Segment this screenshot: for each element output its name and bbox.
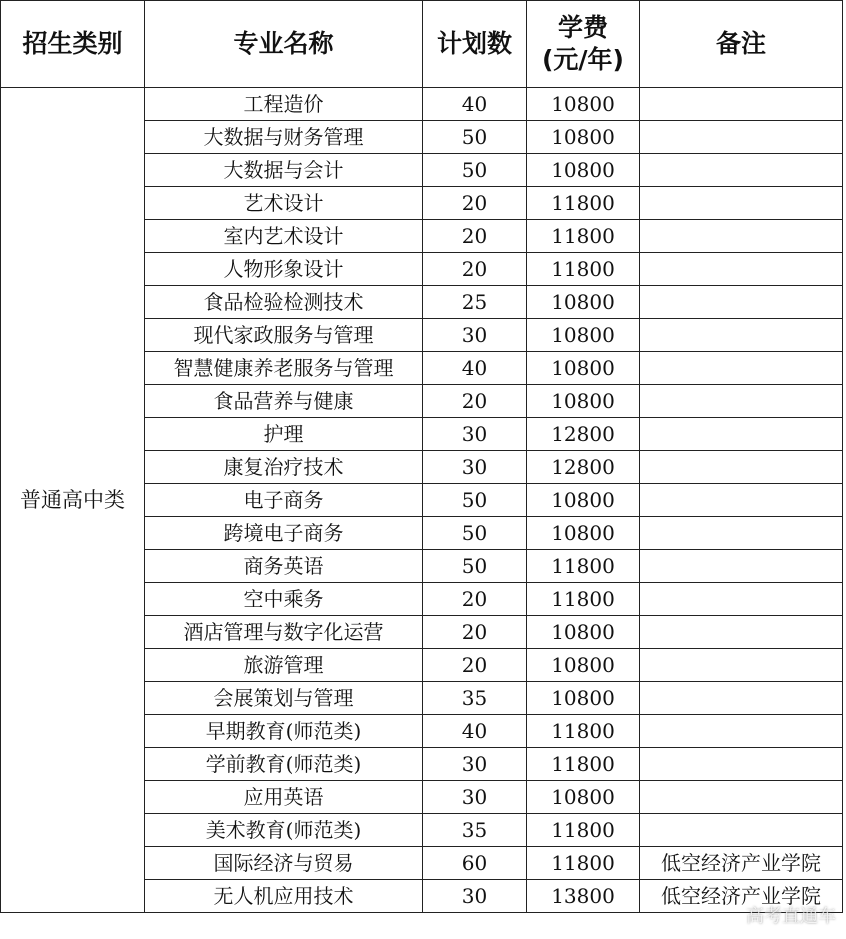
fee-cell: 11800 xyxy=(527,847,640,880)
header-major: 专业名称 xyxy=(145,1,423,88)
major-cell: 跨境电子商务 xyxy=(145,517,423,550)
note-cell xyxy=(640,154,843,187)
header-row xyxy=(1,1,843,88)
plan-cell: 60 xyxy=(423,847,527,880)
fee-cell: 12800 xyxy=(527,451,640,484)
major-cell: 学前教育(师范类) xyxy=(145,748,423,781)
major-cell: 无人机应用技术 xyxy=(145,880,423,913)
fee-cell: 10800 xyxy=(527,121,640,154)
fee-cell: 10800 xyxy=(527,88,640,121)
note-cell xyxy=(640,451,843,484)
major-cell: 会展策划与管理 xyxy=(145,682,423,715)
fee-cell: 11800 xyxy=(527,814,640,847)
major-cell: 食品检验检测技术 xyxy=(145,286,423,319)
fee-cell: 10800 xyxy=(527,319,640,352)
plan-cell: 20 xyxy=(423,187,527,220)
plan-cell: 30 xyxy=(423,451,527,484)
note-cell xyxy=(640,286,843,319)
note-cell xyxy=(640,781,843,814)
note-cell xyxy=(640,484,843,517)
fee-cell: 10800 xyxy=(527,352,640,385)
fee-cell: 12800 xyxy=(527,418,640,451)
plan-cell: 25 xyxy=(423,286,527,319)
note-cell xyxy=(640,319,843,352)
major-cell: 康复治疗技术 xyxy=(145,451,423,484)
fee-cell: 11800 xyxy=(527,583,640,616)
plan-cell: 30 xyxy=(423,319,527,352)
table-row xyxy=(1,88,843,121)
fee-cell: 10800 xyxy=(527,286,640,319)
note-cell xyxy=(640,616,843,649)
major-cell: 大数据与财务管理 xyxy=(145,121,423,154)
watermark: 高考直通车 xyxy=(746,906,836,927)
plan-cell: 50 xyxy=(423,121,527,154)
header-category: 招生类别 xyxy=(1,1,145,88)
plan-cell: 50 xyxy=(423,517,527,550)
header-plan: 计划数 xyxy=(423,1,527,88)
note-cell xyxy=(640,649,843,682)
major-cell: 大数据与会计 xyxy=(145,154,423,187)
major-cell: 现代家政服务与管理 xyxy=(145,319,423,352)
major-cell: 早期教育(师范类) xyxy=(145,715,423,748)
major-cell: 美术教育(师范类) xyxy=(145,814,423,847)
fee-cell: 10800 xyxy=(527,517,640,550)
plan-cell: 40 xyxy=(423,352,527,385)
note-cell xyxy=(640,121,843,154)
fee-cell: 10800 xyxy=(527,682,640,715)
plan-cell: 50 xyxy=(423,484,527,517)
major-cell: 酒店管理与数字化运营 xyxy=(145,616,423,649)
plan-cell: 20 xyxy=(423,385,527,418)
fee-cell: 11800 xyxy=(527,220,640,253)
note-cell xyxy=(640,715,843,748)
note-cell xyxy=(640,187,843,220)
plan-cell: 35 xyxy=(423,814,527,847)
fee-cell: 10800 xyxy=(527,649,640,682)
plan-cell: 35 xyxy=(423,682,527,715)
header-fee-line2: (元/年) xyxy=(542,45,624,74)
header-note: 备注 xyxy=(640,1,843,88)
major-cell: 空中乘务 xyxy=(145,583,423,616)
note-cell: 低空经济产业学院 xyxy=(640,880,843,913)
fee-cell: 11800 xyxy=(527,253,640,286)
header-fee xyxy=(527,1,640,88)
plan-cell: 30 xyxy=(423,418,527,451)
fee-cell: 10800 xyxy=(527,385,640,418)
major-cell: 室内艺术设计 xyxy=(145,220,423,253)
plan-cell: 20 xyxy=(423,220,527,253)
plan-cell: 20 xyxy=(423,649,527,682)
major-cell: 商务英语 xyxy=(145,550,423,583)
plan-cell: 30 xyxy=(423,748,527,781)
plan-cell: 40 xyxy=(423,88,527,121)
plan-cell: 50 xyxy=(423,550,527,583)
category-cell: 普通高中类 xyxy=(1,88,145,913)
plan-cell: 40 xyxy=(423,715,527,748)
plan-cell: 20 xyxy=(423,583,527,616)
note-cell xyxy=(640,682,843,715)
major-cell: 艺术设计 xyxy=(145,187,423,220)
major-cell: 旅游管理 xyxy=(145,649,423,682)
plan-cell: 50 xyxy=(423,154,527,187)
note-cell xyxy=(640,583,843,616)
table-body xyxy=(1,88,843,913)
major-cell: 国际经济与贸易 xyxy=(145,847,423,880)
note-cell xyxy=(640,418,843,451)
fee-cell: 11800 xyxy=(527,715,640,748)
fee-cell: 11800 xyxy=(527,187,640,220)
plan-cell: 30 xyxy=(423,880,527,913)
note-cell xyxy=(640,88,843,121)
note-cell xyxy=(640,550,843,583)
major-cell: 人物形象设计 xyxy=(145,253,423,286)
fee-cell: 10800 xyxy=(527,484,640,517)
fee-cell: 10800 xyxy=(527,616,640,649)
fee-cell: 10800 xyxy=(527,154,640,187)
fee-cell: 11800 xyxy=(527,748,640,781)
note-cell xyxy=(640,517,843,550)
note-cell xyxy=(640,385,843,418)
note-cell xyxy=(640,220,843,253)
major-cell: 电子商务 xyxy=(145,484,423,517)
fee-cell: 11800 xyxy=(527,550,640,583)
major-cell: 工程造价 xyxy=(145,88,423,121)
note-cell xyxy=(640,253,843,286)
plan-cell: 20 xyxy=(423,616,527,649)
header-fee-line1: 学费 xyxy=(557,13,608,42)
note-cell xyxy=(640,814,843,847)
note-cell: 低空经济产业学院 xyxy=(640,847,843,880)
fee-cell: 10800 xyxy=(527,781,640,814)
major-cell: 食品营养与健康 xyxy=(145,385,423,418)
plan-cell: 30 xyxy=(423,781,527,814)
note-cell xyxy=(640,352,843,385)
plan-cell: 20 xyxy=(423,253,527,286)
fee-cell: 13800 xyxy=(527,880,640,913)
major-cell: 护理 xyxy=(145,418,423,451)
major-cell: 智慧健康养老服务与管理 xyxy=(145,352,423,385)
note-cell xyxy=(640,748,843,781)
major-cell: 应用英语 xyxy=(145,781,423,814)
